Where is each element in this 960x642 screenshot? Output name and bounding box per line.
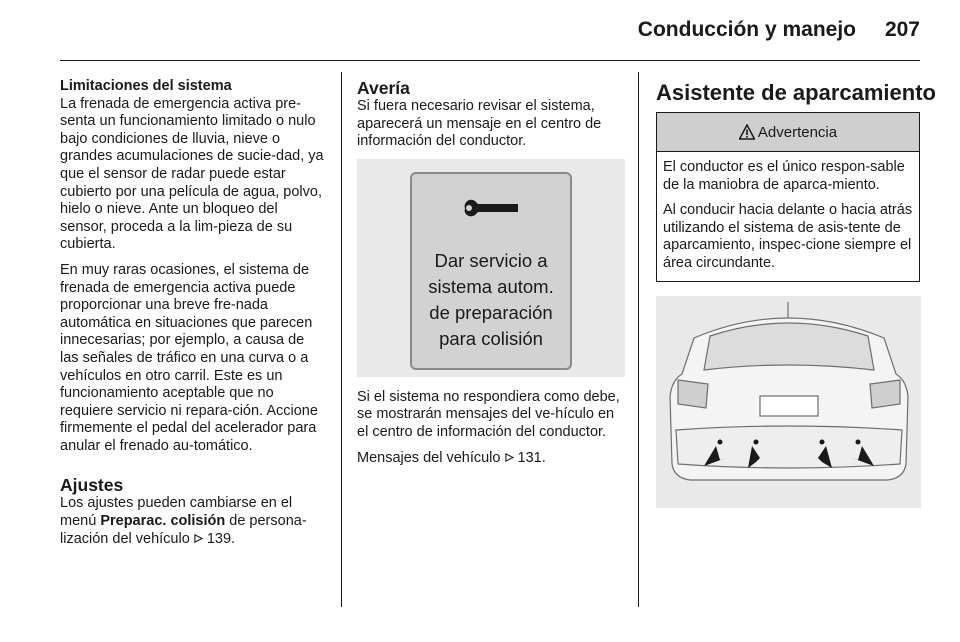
license-plate <box>760 396 818 416</box>
page-number: 207 <box>884 18 920 41</box>
column-1 <box>60 78 325 556</box>
page-header <box>0 0 960 60</box>
page-reference[interactable]: 131. <box>517 449 546 466</box>
display-message-line-1: Dar servicio a <box>434 249 548 271</box>
section-title: Conducción y manejo <box>637 18 856 41</box>
left-tail-light <box>678 380 708 408</box>
rear-window <box>704 323 874 370</box>
sensor-2 <box>754 439 759 444</box>
paragraph-failure-1: Si fuera necesario revisar el sistema, aparecerá un mensaje en el centro de información del conductor. <box>357 98 602 150</box>
right-tail-light <box>870 380 900 408</box>
display-message-line-3: de preparación <box>429 301 553 323</box>
heading-parking-assist: Asistente de aparcamiento <box>656 80 936 105</box>
warning-paragraph-2: Al conducir hacia delante o hacia atrás utilizando el sistema de asis-tente de aparcamiento, inspec-cione siempre el área circundante. <box>663 202 913 271</box>
paragraph-limits-2: En muy raras ocasiones, el sistema de frenada de emergencia activa puede proporcionar una breve fre-nada automática en situaciones que parecen innecesarias; por ejemplo, a causa de las señales de tráfico en una curva o a vehículos en otro carril. Este es un funcionamiento aceptable que no requiere servicio ni repara-ción. Accione firmemente el pedal del acelerador para anular el frenado au-tomático. <box>60 261 318 454</box>
sensor-1 <box>718 439 723 444</box>
paragraph-failure-3: Mensajes del vehículo 131. <box>357 449 546 466</box>
triangle-right-icon <box>194 534 203 543</box>
sensor-3 <box>820 439 825 444</box>
column-2 <box>357 78 625 475</box>
paragraph-settings: Los ajustes pueden cambiarse en el menú Preparac. colisión de persona-lización del vehículo 139. <box>60 495 307 547</box>
display-message-line-2: sistema autom. <box>428 275 554 297</box>
column-3 <box>656 78 936 508</box>
display-message-line-4: para colisión <box>439 327 543 349</box>
warning-triangle-icon <box>739 124 755 140</box>
column-divider-2 <box>638 72 639 607</box>
column-divider-1 <box>341 72 342 607</box>
warning-title: Advertencia <box>757 123 838 141</box>
warning-header <box>657 113 919 152</box>
parking-sensor-car-figure <box>656 296 921 508</box>
heading-settings: Ajustes <box>60 475 124 496</box>
menu-name: Preparac. colisión <box>100 513 226 530</box>
paragraph-failure-2: Si el sistema no respondiera como debe, se mostrarán mensajes del ve-hículo en el centro de información del conductor. <box>357 388 620 440</box>
heading-failure: Avería <box>357 78 410 98</box>
warning-box <box>656 112 920 282</box>
subheading-system-limits: Limitaciones del sistema <box>60 78 232 94</box>
paragraph-limits-1: La frenada de emergencia activa pre-senta un funcionamiento limitado o nulo bajo condiciones de lluvia, nieve o grandes acumulaciones de sucie-dad, ya que el sensor de radar puede estar cubierto por una película de agua, polvo, hielo o nieve. Ante un bloqueo del sensor, proceda a la lim-pieza de su cubierta. <box>60 95 324 253</box>
page-reference[interactable]: 139. <box>206 530 236 547</box>
triangle-right-icon <box>505 453 514 462</box>
driver-info-display-figure <box>357 159 625 377</box>
sensor-4 <box>856 439 861 444</box>
header-divider <box>60 60 920 61</box>
warning-paragraph-1: El conductor es el único respon-sable de la maniobra de aparca-miento. <box>663 159 905 193</box>
